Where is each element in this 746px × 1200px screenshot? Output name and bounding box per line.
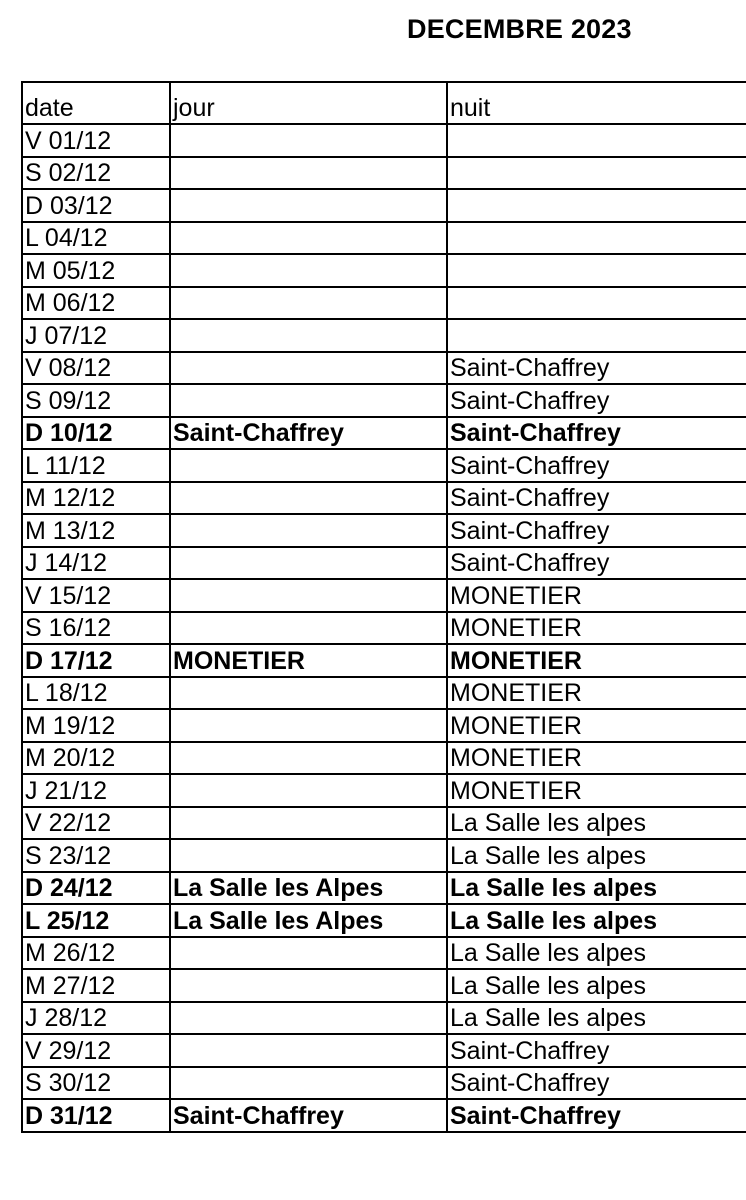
- cell-nuit: Saint-Chaffrey: [447, 482, 746, 515]
- table-row: [22, 937, 746, 970]
- cell-jour: [170, 1002, 447, 1035]
- cell-jour: [170, 774, 447, 807]
- cell-jour: [170, 807, 447, 840]
- table-row: [22, 807, 746, 840]
- cell-jour: [170, 612, 447, 645]
- table-row: [22, 709, 746, 742]
- cell-date: V 08/12: [22, 352, 170, 385]
- cell-jour: [170, 709, 447, 742]
- table-row: [22, 1067, 746, 1100]
- cell-date: J 21/12: [22, 774, 170, 807]
- cell-date: D 31/12: [22, 1099, 170, 1132]
- table-row: [22, 514, 746, 547]
- cell-jour: [170, 677, 447, 710]
- cell-jour: [170, 937, 447, 970]
- cell-jour: [170, 352, 447, 385]
- cell-date: L 25/12: [22, 904, 170, 937]
- cell-jour: La Salle les Alpes: [170, 872, 447, 905]
- cell-jour: [170, 287, 447, 320]
- table-row: [22, 384, 746, 417]
- cell-nuit: La Salle les alpes: [447, 1002, 746, 1035]
- cell-date: J 14/12: [22, 547, 170, 580]
- cell-date: M 05/12: [22, 254, 170, 287]
- header-row: [22, 82, 746, 124]
- table-row: [22, 157, 746, 190]
- cell-date: L 04/12: [22, 222, 170, 255]
- table-row: [22, 547, 746, 580]
- cell-nuit: Saint-Chaffrey: [447, 514, 746, 547]
- cell-date: L 18/12: [22, 677, 170, 710]
- cell-nuit: Saint-Chaffrey: [447, 352, 746, 385]
- cell-date: S 23/12: [22, 839, 170, 872]
- cell-jour: Saint-Chaffrey: [170, 1099, 447, 1132]
- cell-nuit: La Salle les alpes: [447, 807, 746, 840]
- cell-jour: [170, 969, 447, 1002]
- cell-nuit: MONETIER: [447, 612, 746, 645]
- cell-nuit: La Salle les alpes: [447, 872, 746, 905]
- cell-nuit: MONETIER: [447, 579, 746, 612]
- cell-date: V 15/12: [22, 579, 170, 612]
- table-row: [22, 482, 746, 515]
- table-row: [22, 1034, 746, 1067]
- table-row: [22, 612, 746, 645]
- cell-date: M 13/12: [22, 514, 170, 547]
- cell-jour: [170, 1067, 447, 1100]
- cell-jour: Saint-Chaffrey: [170, 417, 447, 450]
- cell-nuit: [447, 124, 746, 157]
- cell-date: D 10/12: [22, 417, 170, 450]
- cell-jour: [170, 547, 447, 580]
- table-row: [22, 319, 746, 352]
- cell-date: S 30/12: [22, 1067, 170, 1100]
- cell-nuit: MONETIER: [447, 774, 746, 807]
- table-row: [22, 742, 746, 775]
- cell-date: M 12/12: [22, 482, 170, 515]
- cell-date: V 22/12: [22, 807, 170, 840]
- table-row: [22, 287, 746, 320]
- cell-nuit: [447, 157, 746, 190]
- cell-date: V 29/12: [22, 1034, 170, 1067]
- cell-jour: [170, 222, 447, 255]
- cell-nuit: La Salle les alpes: [447, 904, 746, 937]
- cell-nuit: [447, 222, 746, 255]
- cell-date: M 06/12: [22, 287, 170, 320]
- cell-jour: [170, 254, 447, 287]
- cell-jour: [170, 124, 447, 157]
- cell-jour: [170, 839, 447, 872]
- cell-date: S 09/12: [22, 384, 170, 417]
- cell-jour: [170, 189, 447, 222]
- cell-nuit: Saint-Chaffrey: [447, 384, 746, 417]
- cell-date: S 02/12: [22, 157, 170, 190]
- schedule-rows: [22, 124, 746, 1132]
- cell-jour: [170, 384, 447, 417]
- cell-jour: [170, 742, 447, 775]
- table-row: [22, 774, 746, 807]
- cell-nuit: [447, 189, 746, 222]
- table-row: [22, 1099, 746, 1132]
- cell-jour: [170, 1034, 447, 1067]
- cell-date: M 19/12: [22, 709, 170, 742]
- cell-jour: MONETIER: [170, 644, 447, 677]
- cell-nuit: MONETIER: [447, 677, 746, 710]
- table-row: [22, 839, 746, 872]
- table-row: [22, 189, 746, 222]
- cell-nuit: Saint-Chaffrey: [447, 1034, 746, 1067]
- schedule-table: [21, 81, 746, 1133]
- cell-nuit: [447, 319, 746, 352]
- cell-nuit: [447, 254, 746, 287]
- table-row: [22, 352, 746, 385]
- cell-jour: [170, 449, 447, 482]
- cell-date: V 01/12: [22, 124, 170, 157]
- cell-jour: La Salle les Alpes: [170, 904, 447, 937]
- table-row: [22, 254, 746, 287]
- cell-date: J 28/12: [22, 1002, 170, 1035]
- cell-date: D 17/12: [22, 644, 170, 677]
- table-row: [22, 124, 746, 157]
- column-header-nuit: nuit: [447, 82, 746, 124]
- cell-nuit: MONETIER: [447, 742, 746, 775]
- table-row: [22, 449, 746, 482]
- cell-date: S 16/12: [22, 612, 170, 645]
- cell-jour: [170, 157, 447, 190]
- cell-nuit: Saint-Chaffrey: [447, 1067, 746, 1100]
- table-row: [22, 222, 746, 255]
- table-row: [22, 677, 746, 710]
- column-header-jour: jour: [170, 82, 447, 124]
- cell-nuit: La Salle les alpes: [447, 969, 746, 1002]
- table-row: [22, 872, 746, 905]
- cell-date: M 26/12: [22, 937, 170, 970]
- cell-date: D 03/12: [22, 189, 170, 222]
- table-row: [22, 1002, 746, 1035]
- cell-nuit: Saint-Chaffrey: [447, 449, 746, 482]
- cell-nuit: Saint-Chaffrey: [447, 1099, 746, 1132]
- cell-nuit: [447, 287, 746, 320]
- cell-jour: [170, 319, 447, 352]
- cell-nuit: Saint-Chaffrey: [447, 417, 746, 450]
- cell-jour: [170, 482, 447, 515]
- cell-jour: [170, 579, 447, 612]
- cell-date: L 11/12: [22, 449, 170, 482]
- column-header-date: date: [22, 82, 170, 124]
- cell-nuit: MONETIER: [447, 644, 746, 677]
- cell-nuit: MONETIER: [447, 709, 746, 742]
- table-row: [22, 904, 746, 937]
- table-row: [22, 969, 746, 1002]
- table-row: [22, 644, 746, 677]
- cell-jour: [170, 514, 447, 547]
- cell-nuit: Saint-Chaffrey: [447, 547, 746, 580]
- table-row: [22, 579, 746, 612]
- cell-date: M 20/12: [22, 742, 170, 775]
- page-title: DECEMBRE 2023: [407, 14, 632, 44]
- cell-nuit: La Salle les alpes: [447, 937, 746, 970]
- cell-date: D 24/12: [22, 872, 170, 905]
- cell-date: J 07/12: [22, 319, 170, 352]
- cell-nuit: La Salle les alpes: [447, 839, 746, 872]
- cell-date: M 27/12: [22, 969, 170, 1002]
- table-row: [22, 417, 746, 450]
